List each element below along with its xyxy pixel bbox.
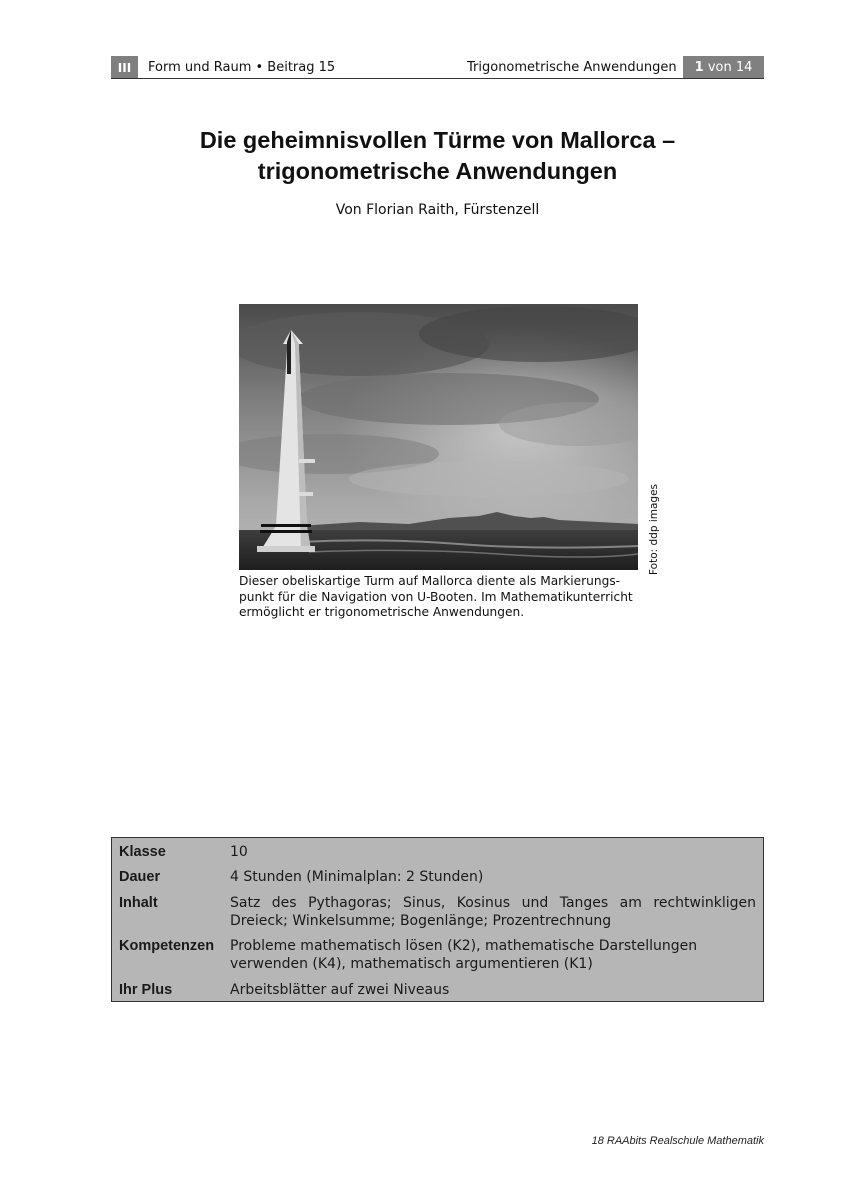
page-total: von 14	[707, 60, 753, 75]
topic-label: Trigonometrische Anwendungen	[467, 60, 677, 75]
caption-line: punkt für die Navigation von U-Booten. Im Mathematikunterricht	[239, 589, 633, 604]
info-label: Kompetenzen	[119, 938, 215, 954]
info-label: Inhalt	[119, 895, 158, 911]
author-line: Von Florian Raith, Fürstenzell	[335, 202, 540, 218]
info-value-line: Probleme mathematisch lösen (K2), mathematische Darstellungen	[230, 938, 698, 954]
series-label: Form und Raum • Beitrag 15	[148, 60, 336, 75]
info-value: 10	[230, 844, 248, 860]
page-number: 1	[694, 60, 704, 75]
title-line-2: trigonometrische Anwendungen	[257, 158, 618, 184]
obelisk-photo	[239, 304, 638, 570]
photo-credit: Foto: ddp images	[648, 483, 660, 575]
page-title	[100, 125, 775, 187]
info-label: Klasse	[119, 844, 166, 860]
caption-line: ermöglicht er trigonometrische Anwendungen.	[239, 605, 525, 619]
info-value: Satz des Pythagoras; Sinus, Kosinus und Tanges am rechtwinkligen Dreieck; Winkelsumme; Bogenlänge; Prozentrechnung	[230, 895, 756, 929]
info-value: 4 Stunden (Minimalplan: 2 Stunden)	[230, 869, 484, 885]
title-line-1: Die geheimnisvollen Türme von Mallorca –	[199, 127, 676, 153]
info-label: Dauer	[119, 869, 161, 885]
photo-caption	[239, 574, 638, 621]
info-value-line: verwenden (K4), mathematisch argumentieren (K1)	[230, 956, 593, 972]
caption-line: Dieser obeliskartige Turm auf Mallorca diente als Markierungs-	[239, 574, 621, 588]
running-header	[111, 56, 764, 79]
section-label: III	[111, 56, 138, 78]
page-indicator	[683, 56, 764, 78]
info-table	[111, 837, 764, 1002]
info-value	[230, 937, 756, 973]
page-footer: 18 RAAbits Realschule Mathematik	[591, 1135, 764, 1147]
info-value: Arbeitsblätter auf zwei Niveaus	[230, 982, 450, 998]
info-label: Ihr Plus	[119, 982, 173, 998]
